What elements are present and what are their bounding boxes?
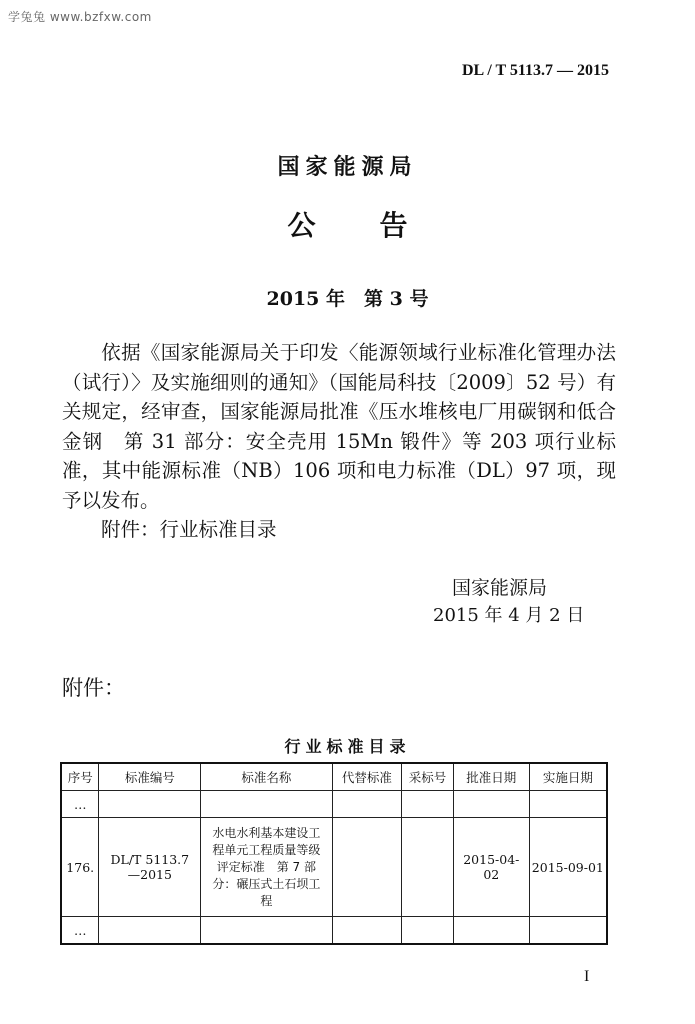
header-effective-date: 实施日期 bbox=[529, 763, 607, 791]
issuer-heading: 国家能源局 bbox=[277, 155, 418, 180]
cell-replaces bbox=[332, 791, 402, 818]
body-paragraph: 依据《国家能源局关于印发〈能源领域行业标准化管理办法（试行）〉及实施细则的通知》（国能局科技〔2009〕52 号）有关规定，经审查，国家能源局批准《压水堆核电厂用碳钢和低合金钢 第 31 部分：安全壳用 15Mn 锻件》等 203 项行业标准，其中能源标准（NB）106 项和电力标准（DL）97 项，现予以发布。 bbox=[62, 341, 616, 512]
cell-adopted bbox=[402, 791, 454, 818]
cell-adopted bbox=[402, 818, 454, 917]
cell-adopted bbox=[402, 917, 454, 945]
cell-approve-date bbox=[453, 791, 529, 818]
cell-approve-date: 2015-04-02 bbox=[453, 818, 529, 917]
cell-code: DL/T 5113.7—2015 bbox=[99, 818, 201, 917]
cell-seq: … bbox=[61, 917, 99, 945]
issue-number: 2015 年 第 3 号 bbox=[266, 288, 429, 310]
cell-seq: … bbox=[61, 791, 99, 818]
table-row bbox=[61, 818, 607, 917]
cell-approve-date bbox=[453, 917, 529, 945]
table-header-row bbox=[61, 763, 607, 791]
table-row bbox=[61, 917, 607, 945]
watermark: 学兔兔 www.bzfxw.com bbox=[8, 10, 152, 24]
cell-code bbox=[99, 917, 201, 945]
header-name: 标准名称 bbox=[201, 763, 332, 791]
standards-catalog-table bbox=[60, 762, 608, 945]
page-number: I bbox=[584, 968, 590, 985]
cell-effective-date bbox=[529, 791, 607, 818]
catalog-title: 行业标准目录 bbox=[284, 737, 411, 756]
cell-name bbox=[201, 791, 332, 818]
attachment-heading: 附件： bbox=[62, 676, 125, 700]
cell-seq: 176. bbox=[61, 818, 99, 917]
header-approve-date: 批准日期 bbox=[453, 763, 529, 791]
table-row bbox=[61, 791, 607, 818]
announcement-body bbox=[62, 338, 616, 515]
cell-replaces bbox=[332, 818, 402, 917]
cell-code bbox=[99, 791, 201, 818]
title-char-1: 公 bbox=[287, 209, 316, 242]
cell-replaces bbox=[332, 917, 402, 945]
signature-organization: 国家能源局 bbox=[452, 577, 548, 599]
cell-effective-date bbox=[529, 917, 607, 945]
attachment-line: 附件：行业标准目录 bbox=[101, 518, 277, 541]
cell-name: 水电水利基本建设工程单元工程质量等级评定标准 第 7 部分：碾压式土石坝工程 bbox=[201, 818, 332, 917]
announcement-title bbox=[0, 204, 695, 244]
header-seq: 序号 bbox=[61, 763, 99, 791]
cell-effective-date: 2015-09-01 bbox=[529, 818, 607, 917]
header-adopted: 采标号 bbox=[402, 763, 454, 791]
title-char-2: 告 bbox=[379, 209, 408, 242]
cell-name bbox=[201, 917, 332, 945]
signature-date: 2015 年 4 月 2 日 bbox=[433, 605, 585, 626]
header-code: 标准编号 bbox=[99, 763, 201, 791]
standard-number: DL / T 5113.7 — 2015 bbox=[462, 62, 609, 79]
header-replaces: 代替标准 bbox=[332, 763, 402, 791]
